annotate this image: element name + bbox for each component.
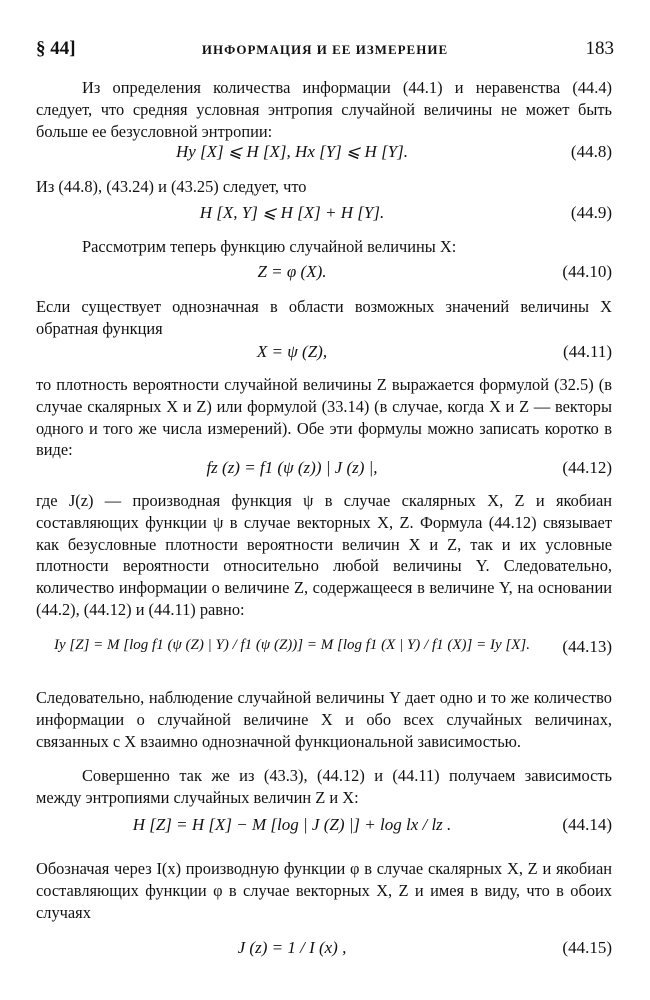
equation-number: (44.10) xyxy=(562,262,612,281)
equation-number: (44.14) xyxy=(562,815,612,834)
page-number: 183 xyxy=(585,38,614,59)
paragraph-4: Если существует однозначная в области возможных значений величины X обратная функция xyxy=(36,297,612,338)
paragraph-5: то плотность вероятности случайной величины Z выражается формулой (32.5) (в случае скалярных X и Z) или формулой (33.14) (в случае, когда X и Z — векторы одного и того же числа измерений). Обе эти формулы можно записать коротко в виде: xyxy=(36,375,612,460)
equation-number: (44.11) xyxy=(563,342,612,361)
equation-number: (44.8) xyxy=(570,142,612,161)
paragraph-3: Рассмотрим теперь функцию случайной величины X: xyxy=(82,237,457,256)
equation-formula: H [Z] = H [X] − M [log | J (Z) |] + log lx / lz . xyxy=(132,815,452,834)
equation-formula: J (z) = 1 / I (x) , xyxy=(237,938,347,957)
running-head-title: ИНФОРМАЦИЯ И ЕЕ ИЗМЕРЕНИЕ xyxy=(201,42,449,57)
equation-44-11 xyxy=(36,342,612,370)
paragraph-1: Из определения количества информации (44.1) и неравенства (44.4) следует, что средняя условная энтропия случайной величины не может быть больше ее безусловной энтропии: xyxy=(36,78,612,141)
equation-formula: H [X, Y] ⩽ H [X] + H [Y]. xyxy=(199,203,385,222)
equation-number: (44.12) xyxy=(562,458,612,477)
section-marker: § 44] xyxy=(36,38,76,59)
equation-number: (44.13) xyxy=(562,637,612,656)
equation-number: (44.15) xyxy=(562,938,612,957)
equation-formula: Z = φ (X). xyxy=(257,262,327,281)
equation-formula: Iy [Z] = M [log f1 (ψ (Z) | Y) / f1 (ψ (Z))] = M [log f1 (X | Y) / f1 (X)] = Iy [X]. xyxy=(54,637,530,653)
paragraph-6: где J(z) — производная функция ψ в случае скалярных X, Z и якобиан составляющих функции ψ в случае векторных X, Z. Формула (44.12) связывает как безусловные плотности вероятности величин X и Z, так и их условные плотности вероятности относительно любой величины Y. Следовательно, количество информации о величине Z, содержащееся в величине Y, на основании (44.2), (44.12) и (44.11) равно: xyxy=(36,491,612,619)
paragraph-7: Следовательно, наблюдение случайной величины Y дает одно и то же количество информации о случайной величине X и обо всех случайных величинах, связанных с X взаимно однозначной функциональной зависимостью. xyxy=(36,688,612,751)
paragraph-8: Совершенно так же из (43.3), (44.12) и (44.11) получаем зависимость между энтропиями случайных величин Z и X: xyxy=(36,766,612,807)
equation-44-10 xyxy=(36,262,612,290)
equation-formula: X = ψ (Z), xyxy=(256,342,328,361)
equation-formula: Hy [X] ⩽ H [X], Hx [Y] ⩽ H [Y]. xyxy=(175,142,409,161)
equation-formula: fz (z) = f1 (ψ (z)) | J (z) |, xyxy=(206,458,378,477)
equation-44-13 xyxy=(36,625,612,677)
equation-44-14 xyxy=(36,803,612,855)
paragraph-9: Обозначая через I(x) производную функции φ в случае скалярных X, Z и якобиан составляющих функции φ в случае векторных X, Z и имея в виду, что в обоих случаях xyxy=(36,859,612,922)
equation-44-8 xyxy=(36,142,612,170)
equation-44-12 xyxy=(36,458,612,486)
equation-number: (44.9) xyxy=(570,203,612,222)
equation-44-15 xyxy=(36,926,612,978)
equation-44-9 xyxy=(36,203,612,231)
paragraph-2: Из (44.8), (43.24) и (43.25) следует, что xyxy=(36,177,307,196)
